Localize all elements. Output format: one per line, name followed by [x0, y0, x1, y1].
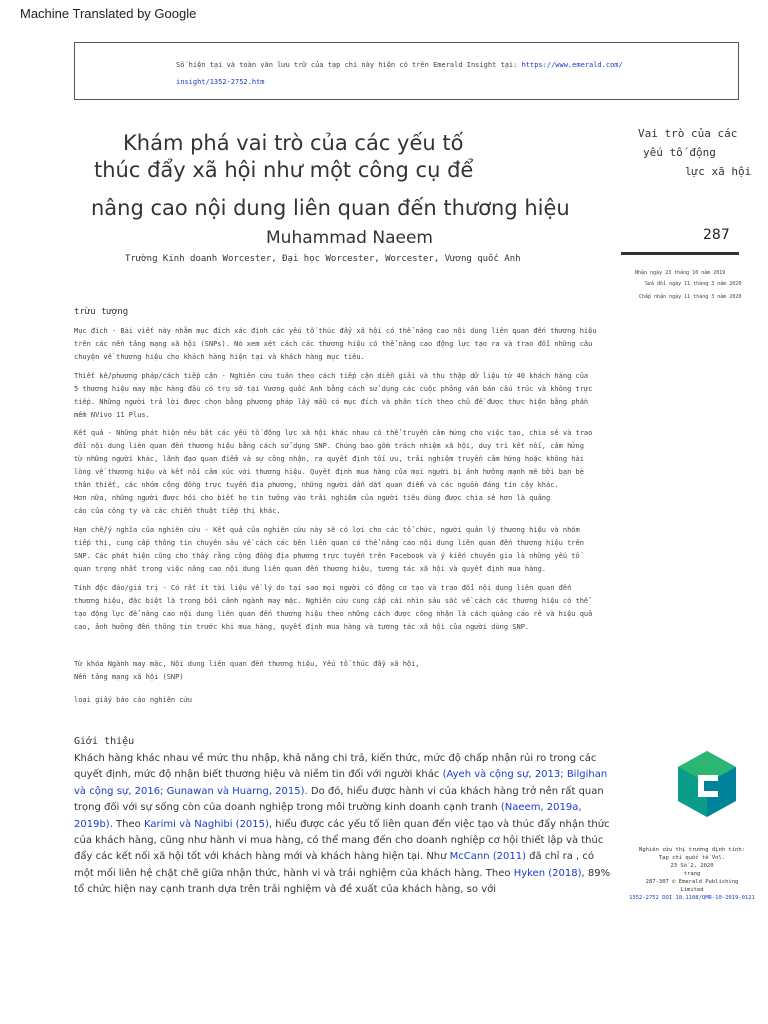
abstract-originality: [74, 582, 614, 634]
abstract-line: Thiết kế/phương pháp/cách tiếp cận - Nghiên cứu tuân theo cách tiếp cận diễn giải và thu thập dữ liệu từ 40 khách hàng của: [74, 372, 589, 380]
page-number-rule: [621, 252, 739, 255]
notice-text: Số hiện tại và toàn văn lưu trữ của tạp chí này hiện có trên Emerald Insight tại:: [176, 61, 522, 69]
paper-type: loại giấy báo cáo nghiên cứu: [74, 696, 193, 704]
citation-line: Limited: [680, 887, 704, 893]
citation-link[interactable]: Hyken (2018): [513, 867, 582, 879]
abstract-line: thương hiệu, đặc biệt là trong bối cảnh ngành may mặc. Nghiên cứu cung cấp cái nhìn sâu sắc về cách các thương hiệu có thể: [74, 597, 589, 605]
abstract-line: tạo động lực để nâng cao nội dung liên quan đến thương hiệu theo những cách được công nhận là cách quảng cáo rẻ và hiệu quả: [74, 610, 593, 618]
abstract-line: Kết quả - Những phát hiện nêu bật các yếu tố động lực xã hội khác nhau có thể truyền cảm hứng cho việc tạo, chia sẻ và trao: [74, 429, 593, 437]
abstract-limitations: [74, 524, 614, 576]
abstract-line: chuyện về thương hiệu cho khách hàng hiện tại và khách hàng mục tiêu.: [74, 353, 365, 361]
running-title-line-1: Vai trò của các: [638, 127, 738, 140]
keywords: [74, 658, 614, 684]
abstract-line: mềm NVivo 11 Plus.: [74, 411, 150, 419]
abstract-line: tiếp thị, cung cấp thông tin chuyên sâu về cách các bên liên quan có thể nâng cao nội dung liên quan đến thương hiệu trên: [74, 539, 584, 547]
keywords-line: Nền tảng mạng xã hội (SNP): [74, 673, 184, 681]
intro-text: Khách hàng khác nhau về mức thu nhập, khả năng chi trả, kiến thức, mức độ chấp nhận rủi ro trong các quyết định, mức độ nhận biết thương hiệu và niềm tin đối với người khác: [74, 753, 597, 781]
intro-text: đã chỉ ra , có một mối liên hệ chặt chẽ giữa nhận thức, hành vi và trải nghiệm của khách hàng. Theo: [74, 851, 595, 879]
intro-text: . Theo: [109, 818, 144, 830]
running-title-line-3: lực xã hội: [685, 165, 752, 178]
citation-line: 23 Số 2, 2020: [670, 863, 714, 869]
abstract-line: Mục đích - Bài viết này nhằm mục đích xác định các yếu tố thúc đẩy xã hội có thể nâng cao nội dung liên quan đến thương hiệu: [74, 327, 597, 335]
author-affiliation: Trường Kinh doanh Worcester, Đại học Worcester, Worcester, Vương quốc Anh: [125, 254, 521, 264]
intro-text: , hiểu được các yếu tố liên quan đến việc tạo và thúc đẩy nhận thức của khách hàng, cũng như hành vi mua hàng, có thể mang đến cho doanh nghiệp cơ hội thiết lập và thúc đẩy các kết nối xã hội tốt với khách hàng mới và khách hàng hiện tại. Như: [74, 818, 610, 863]
abstract-line: Hạn chế/ý nghĩa của nghiên cứu - Kết quả của nghiên cứu này sẽ có lợi cho các tổ chức, người quản lý thương hiệu và nhóm: [74, 526, 580, 534]
revised-date: Sửa đổi ngày 11 tháng 3 năm 2020: [645, 281, 742, 287]
introduction-paragraph: [74, 751, 614, 899]
abstract-purpose: [74, 325, 614, 364]
citation-line: Tạp chí quốc tế Vol.: [658, 855, 726, 861]
abstract-line: từ những người khác, lãnh đạo quan điểm và sự công nhận, ra quyết định tối ưu, trải nghiệm truyền cảm hứng hoặc không hài: [74, 455, 584, 463]
running-title-line-2: yếu tố động: [643, 146, 716, 159]
citation-link[interactable]: McCann (2011): [449, 851, 526, 863]
abstract-line: trên các nền tảng mạng xã hội (SNPs). Nó xem xét cách các thương hiệu có thể nâng cao động lực tạo ra và trao đổi những câu: [74, 340, 593, 348]
title-line-1: Khám phá vai trò của các yếu tố: [123, 131, 464, 155]
citation-line: Nghiên cứu thị trường định tính:: [639, 847, 745, 853]
abstract-design: [74, 370, 614, 422]
abstract-line: cao, ảnh hưởng đến thông tin trước khi mua hàng, quyết định mua hàng và tương tác xã hội của người dùng SNP.: [74, 623, 530, 631]
abstract-line: quan trọng nhất trong việc nâng cao nội dung liên quan đến thương hiệu, tương tác xã hội và quyết định mua hàng.: [74, 565, 547, 573]
journal-link[interactable]: https://www.emerald.com/: [521, 61, 623, 69]
abstract-line: đổi nội dung liên quan đến thương hiệu bằng cách sử dụng SNP. Chúng bao gồm trách nhiệm xã hội, duy trì kết nối, cảm hứng: [74, 442, 584, 450]
title-line-3: nâng cao nội dung liên quan đến thương hiệu: [91, 196, 570, 220]
intro-text: , 89% tổ chức hiện nay cạnh tranh dựa trên trải nghiệm và đề xuất của khách hàng, so với: [74, 867, 611, 896]
introduction-heading: Giới thiệu: [74, 736, 135, 747]
abstract-line: Hơn nữa, những người được hỏi cho biết họ tin tưởng vào trải nghiệm của người tiêu dùng được chia sẻ hơn là quảng: [74, 494, 551, 502]
citation-line: trang: [683, 871, 701, 877]
machine-translated-banner: Machine Translated by Google: [20, 6, 197, 21]
citation-link[interactable]: (Ayeh và cộng sự, 2013; Bilgihan và cộng sự, 2016; Gunawan và Huarng, 2015): [74, 769, 608, 797]
abstract-line: thân thiết, các nhóm cộng đồng trực tuyến địa phương, những người dẫn dắt quan điểm và các nguồn đáng tin cậy khác.: [74, 481, 559, 489]
received-date: Nhận ngày 23 tháng 10 năm 2019: [635, 270, 726, 276]
abstract-line: lòng về thương hiệu và kết nối cảm xúc với thương hiệu. Quyết định mua hàng của mọi người bị ảnh hưởng mạnh mẽ bởi bạn bè: [74, 468, 584, 476]
abstract-line: cáo của công ty và các chiến thuật tiếp thị khác.: [74, 507, 281, 515]
abstract-line: Tính độc đáo/giá trị - Có rất ít tài liệu về lý do tại sao mọi người có động cơ tạo và trao đổi nội dung liên quan đến: [74, 584, 572, 592]
crossmark-logo-icon: [676, 749, 738, 819]
title-line-2: thúc đẩy xã hội như một công cụ để: [94, 158, 474, 182]
page-number: 287: [703, 227, 730, 243]
intro-text: . Do đó, hiểu được hành vi của khách hàng trở nên rất quan trọng đối với sự sống còn của doanh nghiệp trong môi trường kinh doanh cạnh tranh: [74, 785, 604, 814]
doi-link[interactable]: 1352-2752 DOI 10.1108/QMR-10-2019-0121: [629, 895, 755, 901]
journal-link-continued[interactable]: insight/1352-2752.htm: [176, 78, 265, 86]
citation-link[interactable]: (Naeem, 2019a, 2019b): [74, 802, 582, 830]
journal-citation-note: [622, 846, 762, 902]
author-name: Muhammad Naeem: [266, 228, 433, 248]
abstract-line: 5 thương hiệu may mặc hàng đầu có trụ sở tại Vương quốc Anh bằng cách sử dụng các cuộc phỏng vấn bán cấu trúc và không trực: [74, 385, 593, 393]
abstract-line: tiếp. Những người trả lời được chọn bằng phương pháp lấy mẫu có mục đích và phân tích theo chủ đề được thực hiện bằng phần: [74, 398, 589, 406]
citation-line: 287-307 © Emerald Publishing: [645, 879, 739, 885]
availability-notice: [176, 57, 716, 91]
abstract-findings: [74, 427, 614, 518]
citation-link[interactable]: Karimi và Naghibi (2015): [143, 818, 269, 830]
abstract-heading: trừu tượng: [74, 307, 129, 317]
accepted-date: Chấp nhận ngày 11 tháng 3 năm 2020: [639, 294, 742, 300]
abstract-line: SNP. Các phát hiện cũng cho thấy rằng cộng đồng địa phương trực tuyến trên Facebook và ý kiến chuyên gia là những yếu tố: [74, 552, 580, 560]
keywords-line: Từ khóa Ngành may mặc, Nội dung liên quan đến thương hiệu, Yếu tố thúc đẩy xã hội,: [74, 660, 420, 668]
logo-center-cut: [704, 781, 718, 791]
